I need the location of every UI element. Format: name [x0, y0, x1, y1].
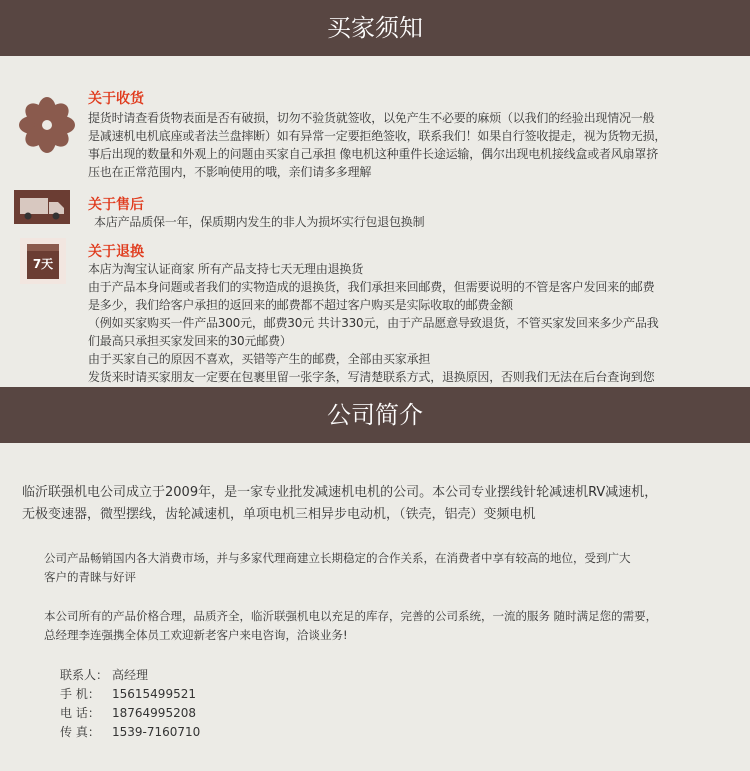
returns-heading: 关于退换: [88, 244, 144, 260]
contact-mobile: 手 机： 15615499521: [60, 687, 196, 701]
contact-person: 联系人： 高经理: [60, 668, 149, 682]
contact-phone: 电 话： 18764995208: [60, 706, 196, 720]
contact-info: [60, 666, 200, 742]
receipt-text: 提货时请查看货物表面是否有破损，切勿不验货就签收，以免产生不必要的麻烦（以我们的经验出现情况一般 是减速机电机底座或者法兰盘摔断）如有异常一定要拒绝签收，联系我们！如果自行签收提走，视为货物无损， 事后出现的数量和外观上的问题由买家自己承担 像电机这种重件长途运输，偶尔出现电机接线盒或者风扇罩挤 压也在正常范围内，不影响使用的哦，亲们请多多理解: [88, 111, 667, 179]
returns-text: 本店为淘宝认证商家 所有产品支持七天无理由退换货 由于产品本身问题或者我们的实物造成的退换货，我们承担来回邮费，但需要说明的不管是客户发回来的邮费 是多少，我们给客户承担的返回来的邮费都不超过客户购买是实际收取的邮费金额 （例如买家购买一件产品300元，邮费30元 共计330元，由于产品愿意导致退货，不管买家发回来多少产品我 们最高只承担买家发回来的30元邮费） 由于买家自己的原因不喜欢，买错等产生的邮费，全部由买家承担 发货来时请买家朋友一定要在包裹里留一张字条，写清楚联系方式，退换原因，否则我们无法在后台查询到您: [88, 262, 659, 384]
contact-fax: 传 真： 1539-7160710: [60, 725, 201, 739]
after-sales-text: 本店产品质保一年，保质期内发生的非人为损坏实行包退包换制: [94, 215, 425, 229]
company-paragraph-2: 本公司所有的产品价格合理，品质齐全，临沂联强机电以充足的库存，完善的公司系统，一流的服务 随时满足您的需要， 总经理李连强携全体员工欢迎新老客户来电咨询，洽谈业务!: [44, 609, 658, 642]
after-sales-heading: 关于售后: [88, 197, 144, 213]
buyer-notice-header: 买家须知: [0, 0, 750, 56]
company-profile-header: 公司简介: [0, 387, 750, 443]
truck-icon: [14, 190, 70, 224]
seven-days-badge-text: 7天: [32, 257, 54, 271]
seven-days-icon: [20, 238, 66, 284]
flower-icon: [18, 96, 76, 154]
company-paragraph-1: 公司产品畅销国内各大消费市场，并与多家代理商建立长期稳定的合作关系，在消费者中享有较高的地位，受到广大 客户的青睐与好评: [44, 551, 631, 584]
company-intro: 临沂联强机电公司成立于2009年，是一家专业批发减速机电机的公司。本公司专业摆线针轮减速机RV减速机， 无极变速器，微型摆线，齿轮减速机，单项电机三相异步电动机，（铁壳，铝壳）变频电机: [22, 485, 658, 522]
receipt-heading: 关于收货: [88, 91, 144, 107]
